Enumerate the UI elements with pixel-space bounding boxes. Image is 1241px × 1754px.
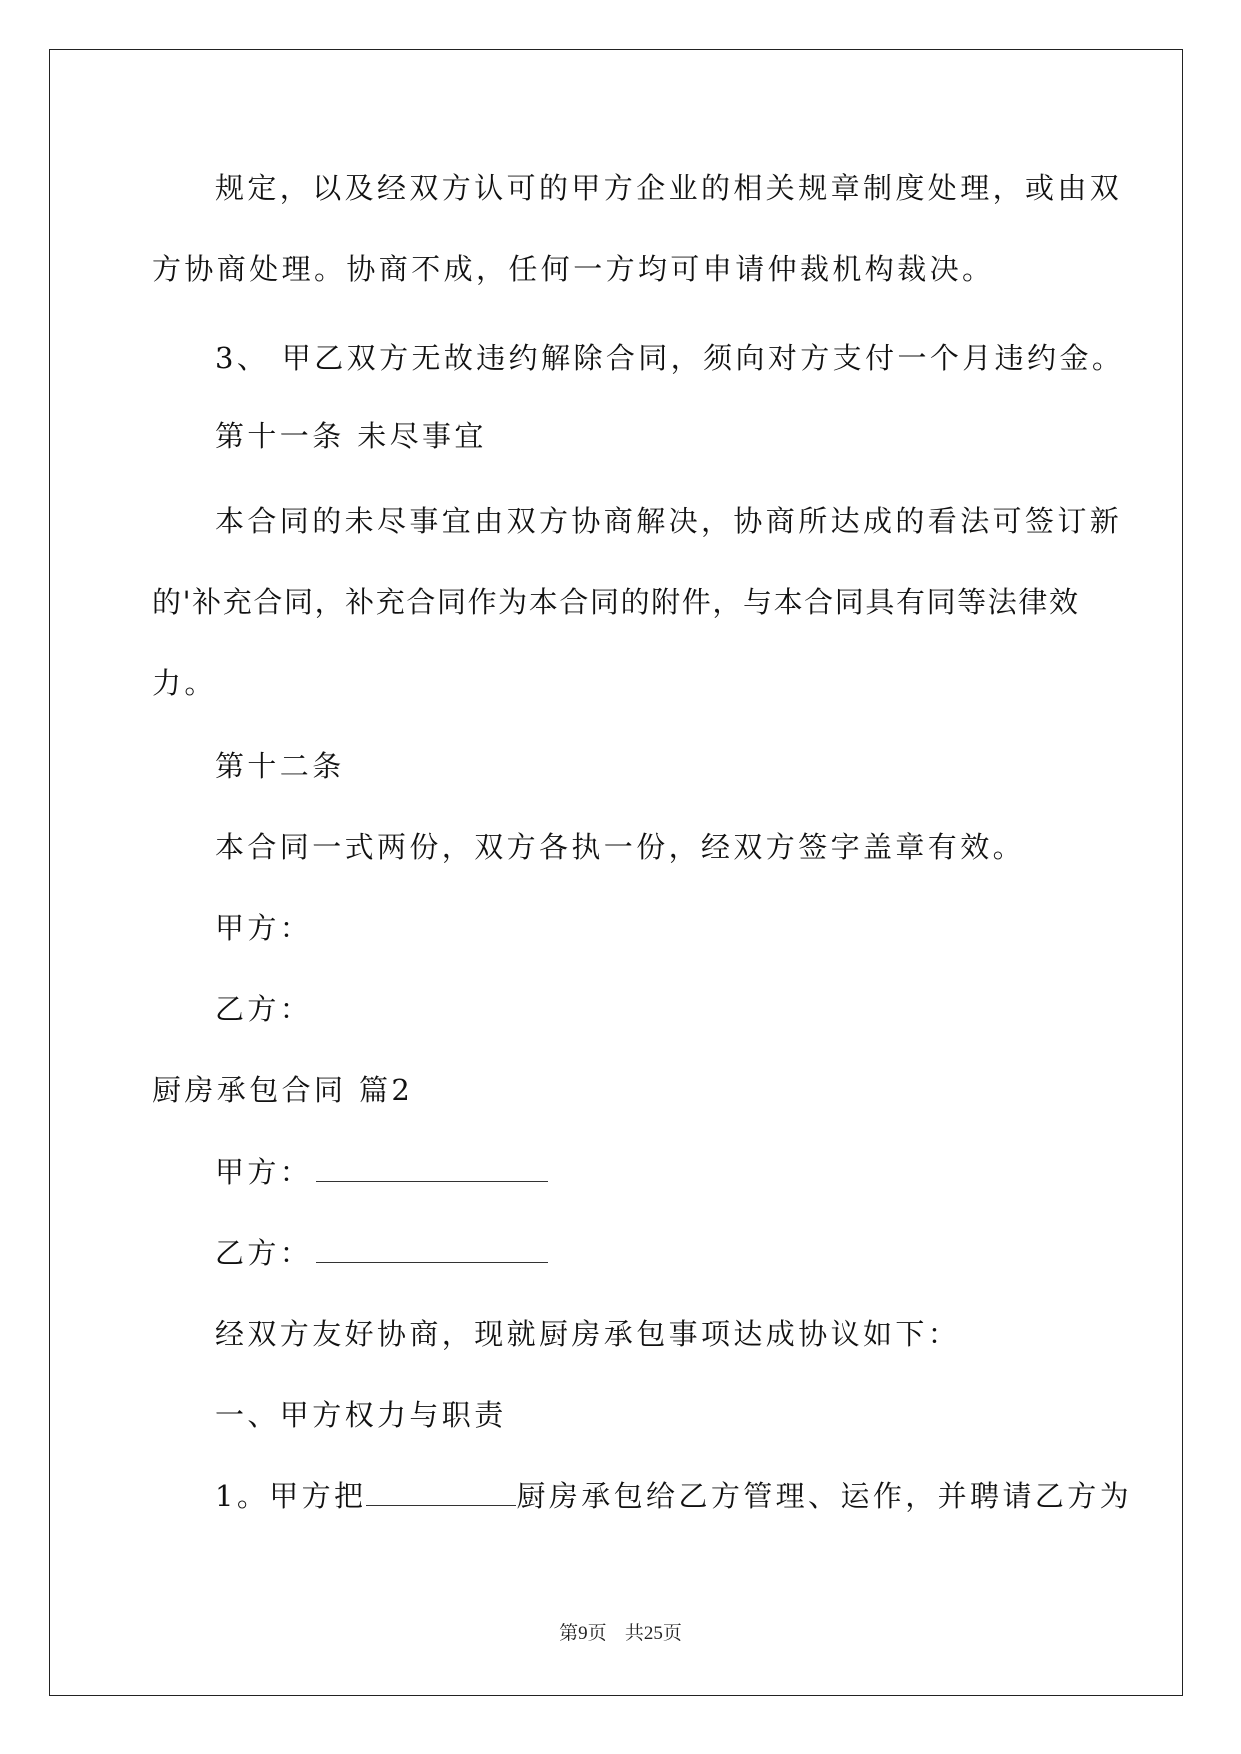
party-a-label: 甲方： xyxy=(215,1155,313,1189)
total-pages: 共25页 xyxy=(624,1623,682,1644)
party-b-label: 乙方： xyxy=(215,992,313,1026)
party-a-label: 甲方： xyxy=(215,911,313,945)
party-b-blank xyxy=(316,1240,548,1263)
contract-title: 厨房承包合同 篇2 xyxy=(152,1073,414,1107)
kitchen-name-blank xyxy=(366,1483,516,1506)
paragraph-line: 本合同的未尽事宜由双方协商解决，协商所达成的看法可签订新 xyxy=(215,504,1123,538)
section-heading: 第十二条 xyxy=(215,749,345,783)
party-a-field xyxy=(215,1152,548,1192)
party-a-blank xyxy=(316,1159,548,1182)
page-border xyxy=(49,49,1183,1696)
paragraph-line: 方协商处理。协商不成，任何一方均可申请仲裁机构裁决。 xyxy=(152,252,995,286)
paragraph-line: 规定，以及经双方认可的甲方企业的相关规章制度处理，或由双 xyxy=(215,171,1123,205)
party-b-field xyxy=(215,1233,548,1273)
paragraph-line: 力。 xyxy=(152,666,217,700)
section-heading: 第十一条 未尽事宜 xyxy=(215,419,487,453)
clause-start: 1。甲方把 xyxy=(215,1479,367,1513)
clause-rest: 厨房承包给乙方管理、运作，并聘请乙方为 xyxy=(516,1479,1133,1513)
paragraph-line: 本合同一式两份，双方各执一份，经双方签字盖章有效。 xyxy=(215,830,1026,864)
paragraph-line: 经双方友好协商，现就厨房承包事项达成协议如下： xyxy=(215,1317,961,1351)
section-heading: 一、甲方权力与职责 xyxy=(215,1398,507,1432)
page-number: 第9页 xyxy=(559,1623,607,1644)
page-footer xyxy=(0,1618,1241,1645)
paragraph-line: 的'补充合同，补充合同作为本合同的附件，与本合同具有同等法律效 xyxy=(152,585,1080,619)
party-b-label: 乙方： xyxy=(215,1236,313,1270)
clause-line xyxy=(215,1476,1132,1516)
paragraph-line: 3、 甲乙双方无故违约解除合同，须向对方支付一个月违约金。 xyxy=(215,341,1125,375)
